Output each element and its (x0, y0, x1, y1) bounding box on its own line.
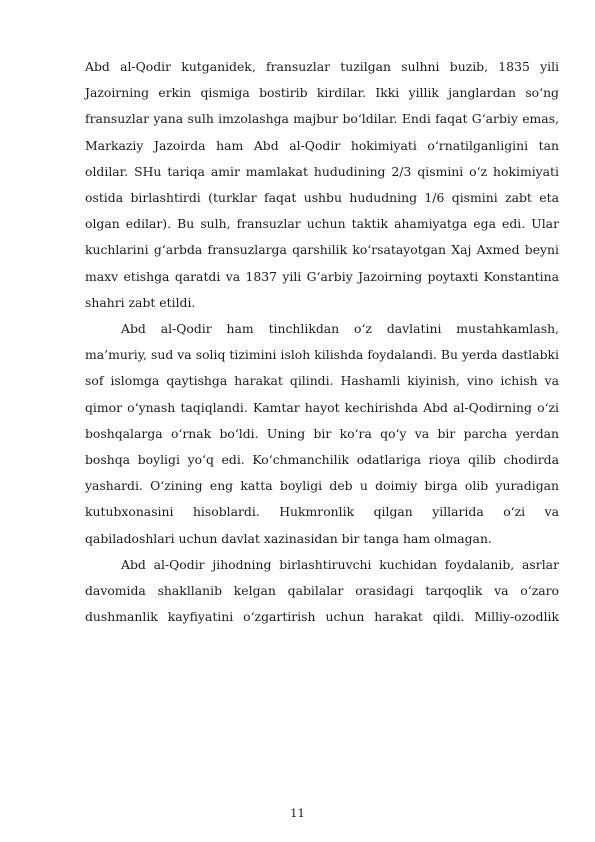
body-text (85, 54, 559, 630)
page-number: 11 (290, 806, 305, 820)
paragraph-2: Abd al-Qodir ham tinchlikdan o‘z davlatini mustahkamlash, ma’muriy, sud va soliq tizimini isloh kilishda foydalandi. Bu yerda dastlabki sof islomga qaytishga harakat qilindi. Hashamli kiyinish, vino ichish va qimor o‘ynash taqiqlandi. Kamtar hayot kechirishda Abd al-Qodirning o‘zi boshqalarga o‘rnak bo‘ldi. Uning bir ko‘ra qo‘y va bir parcha yerdan boshqa boyligi yo‘q edi. Ko‘chmanchilik odatlariga rioya qilib chodirda yashardi. O‘zining eng katta boyligi deb u doimiy birga olib yuradigan kutubxonasini hisoblardi. Hukmronlik qilgan yillarida o‘zi va qabiladoshlari uchun davlat xazinasidan bir tanga ham olmagan. (85, 321, 559, 546)
paragraph-1: Abd al-Qodir kutganidek, fransuzlar tuzilgan sulhni buzib, 1835 yili Jazoirning erkin qismiga bostirib kirdilar. Ikki yillik janglardan so‘ng fransuzlar yana sulh imzolashga majbur bo‘ldilar. Endi faqat G‘arbiy emas, Markaziy Jazoirda ham Abd al-Qodir hokimiyati o‘rnatilganligini tan oldilar. SHu tariqa amir mamlakat hududining 2/3 qismini o‘z hokimiyati ostida birlashtirdi (turklar faqat ushbu hududning 1/6 qismini zabt eta olgan edilar). Bu sulh, fransuzlar uchun taktik ahamiyatga ega edi. Ular kuchlarini g‘arbda fransuzlarga qarshilik ko‘rsatayotgan Xaj Axmed beyni maxv etishga qaratdi va 1837 yili G‘arbiy Jazoirning poytaxti Konstantina shahri zabt etildi. (85, 59, 559, 310)
paragraph-3: Abd al-Qodir jihodning birlashtiruvchi kuchidan foydalanib, asrlar davomida shakllanib kelgan qabilalar orasidagi tarqoqlik va o‘zaro dushmanlik kayfiyatini o‘zgartirish uchun harakat qildi. Milliy-ozodlik (85, 556, 559, 625)
